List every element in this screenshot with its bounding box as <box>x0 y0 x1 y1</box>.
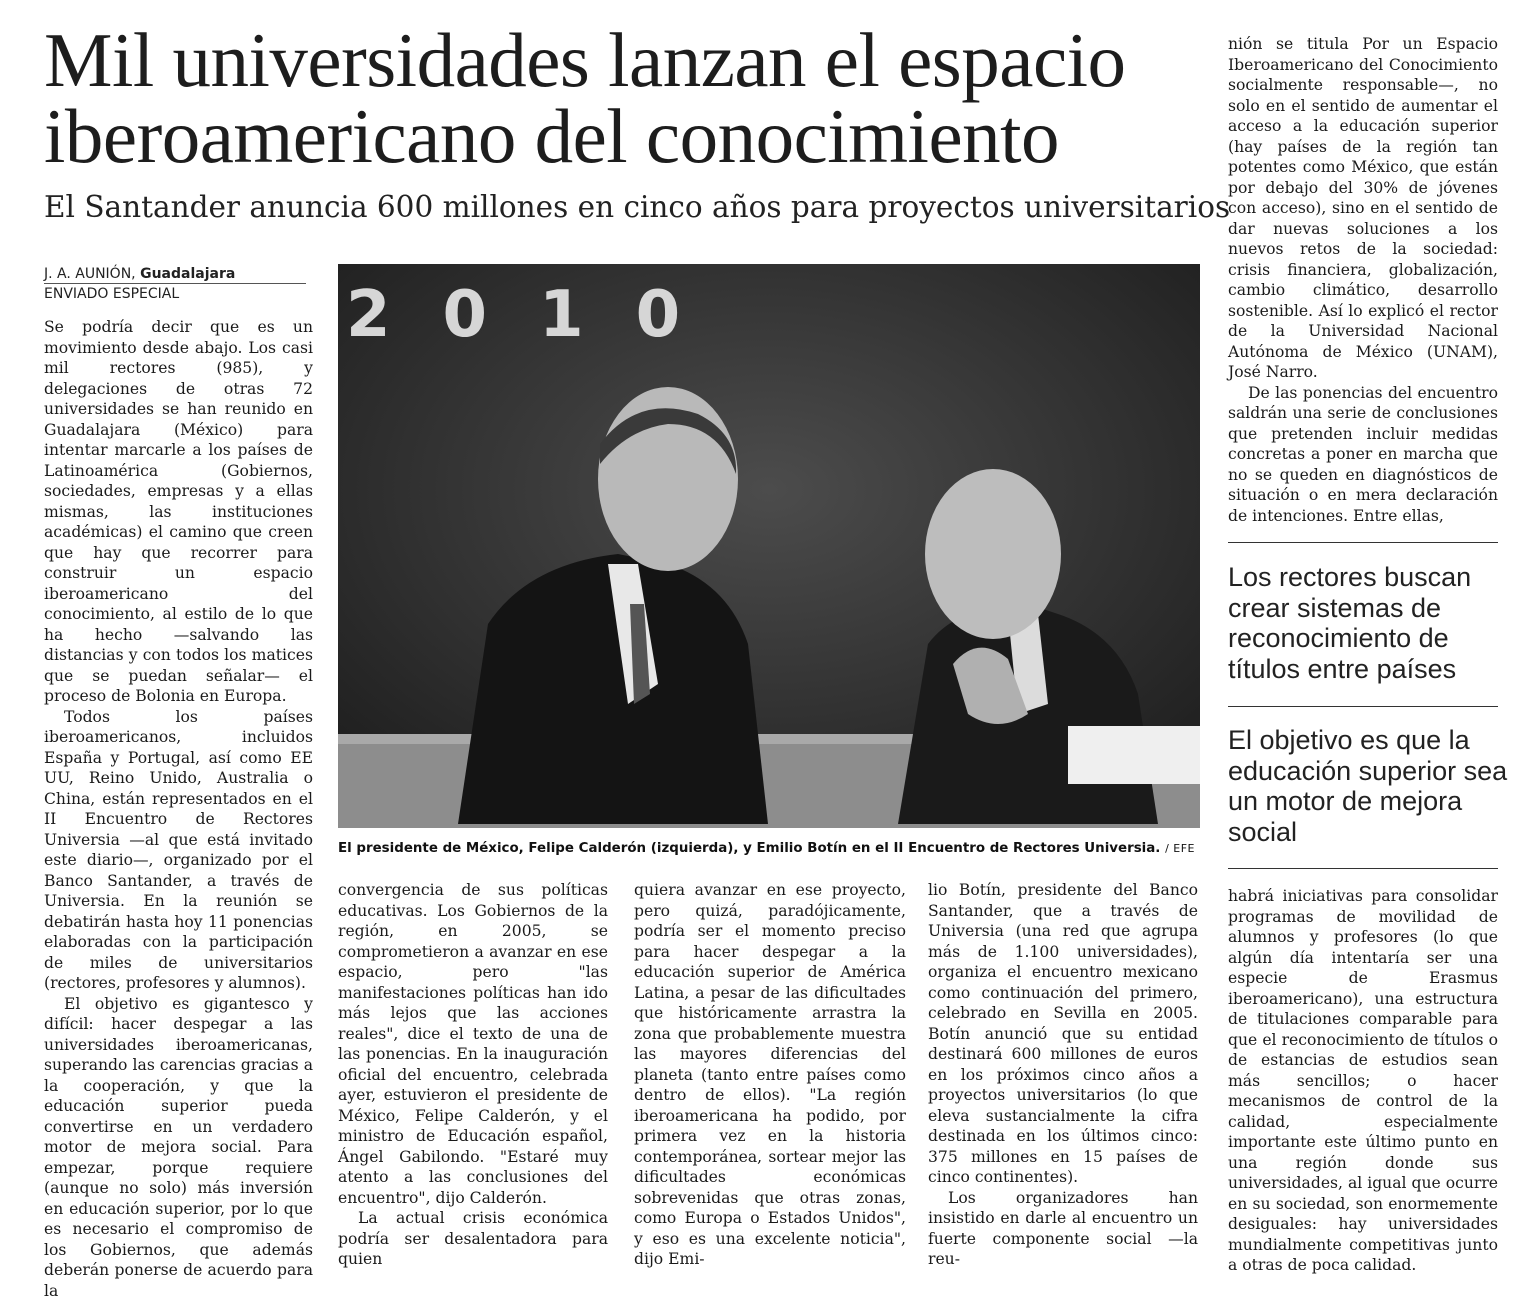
article-column-5-bottom <box>1228 886 1498 1276</box>
photo-backdrop-year: 2010 <box>346 278 732 352</box>
caption-text: El presidente de México, Felipe Calderón (izquierda), y Emilio Botín en el II Encuentro de Rectores Universia. <box>338 841 1160 856</box>
pullquote-divider <box>1228 542 1498 543</box>
paragraph: Los organizadores han insistido en darle al encuentro un fuerte componente social —la reu- <box>928 1188 1198 1270</box>
photo-caption <box>338 839 1200 859</box>
article-column-1 <box>44 317 313 1301</box>
paragraph: convergencia de sus políticas educativas. Los Gobiernos de la región, en 2005, se comprometieron a avanzar en ese espacio, pero "las manifestaciones políticas han ido más lejos que las acciones reales", dice el texto de una de las ponencias. En la inauguración oficial del encuentro, celebrada ayer, estuvieron el presidente de México, Felipe Calderón, y el ministro de Educación español, Ángel Gabilondo. "Estaré muy atento a las conclusiones del encuentro", dijo Calderón. <box>338 880 608 1208</box>
paragraph: De las ponencias del encuentro saldrán una serie de conclusiones que pretenden incluir medidas concretas a poner en marcha que no se queden en diagnósticos de situación o en mera declaración de intenciones. Entre ellas, <box>1228 383 1498 527</box>
subheadline: El Santander anuncia 600 millones en cinco años para proyectos universitarios <box>44 189 1214 225</box>
paragraph: Se podría decir que es un movimiento desde abajo. Los casi mil rectores (985), y delegaciones de otras 72 universidades se han reunido en Guadalajara (México) para intentar marcarle a los países de Latinoamérica (Gobiernos, sociedades, empresas y a ellas mismas, las instituciones académicas) el camino que creen que hay que recorrer para construir un espacio iberoamericano del conocimiento, al estilo de lo que ha hecho —salvando las distancias y con todos los matices que se puedan señalar— el proceso de Bolonia en Europa. <box>44 317 313 707</box>
article-column-2 <box>338 880 608 1270</box>
photo-credit: / EFE <box>1165 842 1195 855</box>
pullquote-divider <box>1228 868 1498 869</box>
article-column-5-top <box>1228 34 1498 526</box>
paragraph: habrá iniciativas para consolidar programas de movilidad de alumnos y profesores (lo que algún día intentaría ser una especie de Erasmus iberoamericano), una estructura de titulaciones comparable para que el reconocimiento de títulos o de estancias de estudios sean más sencillos; o hacer mecanismos de control de la calidad, especialmente importante este último punto en una región donde sus universidades, al igual que ocurre en su sociedad, son enormemente desiguales: hay universidades mundialmente competitivas junto a otras de poca calidad. <box>1228 886 1498 1276</box>
paragraph: quiera avanzar en ese proyecto, pero quizá, paradójicamente, podría ser el momento preciso para hacer despegar a la educación superior de América Latina, a pesar de las dificultades que históricamente arrastra la zona que probablemente muestra las mayores diferencias del planeta (tanto entre países como dentro de ellos). "La región iberoamericana ha podido, por primera vez en la historia contemporánea, sortear mejor las dificultades económicas sobrevenidas que otras zonas, como Europa o Estados Unidos", y eso es una excelente noticia", dijo Emi- <box>634 880 906 1270</box>
paragraph: nión se titula Por un Espacio Iberoamericano del Conocimiento socialmente responsable—, no solo en el sentido de aumentar el acceso a la educación superior (hay países de la región tan potentes como México, que están por debajo del 30% de jóvenes con acceso), sino en el sentido de dar nuevas soluciones a los nuevos retos de la sociedad: crisis financiera, globalización, cambio climático, desarrollo sostenible. Así lo explicó el rector de la Universidad Nacional Autónoma de México (UNAM), José Narro. <box>1228 34 1498 383</box>
news-photo <box>338 264 1200 828</box>
paragraph: El objetivo es gigantesco y difícil: hacer despegar a las universidades iberoamericanas, superando las carencias gracias a la cooperación, y que la educación superior pueda convertirse en un verdadero motor de mejora social. Para empezar, porque requiere (aunque no solo) más inversión en educación superior, por lo que es necesario el compromiso de los Gobiernos, que además deberán ponerse de acuerdo para la <box>44 994 313 1301</box>
byline-author: J. A. AUNIÓN, <box>44 266 136 282</box>
pullquote-2: El objetivo es que la educación superior sea un motor de mejora social <box>1228 725 1508 847</box>
byline-city: Guadalajara <box>140 266 235 282</box>
byline <box>44 264 304 304</box>
paragraph: Todos los países iberoamericanos, incluidos España y Portugal, así como EE UU, Reino Unido, Australia o China, están representados en el II Encuentro de Rectores Universia —al que está invitado este diario—, organizado por el Banco Santander, a través de Universia. En la reunión se debatirán hasta hoy 11 ponencias elaboradas con la participación de miles de universitarios (rectores, profesores y alumnos). <box>44 707 313 994</box>
pullquote-divider <box>1228 706 1498 707</box>
paragraph: lio Botín, presidente del Banco Santander, que a través de Universia (una red que agrupa más de 1.100 universidades), organiza el encuentro mexicano como continuación del primero, celebrado en Sevilla en 2005. Botín anunció que su entidad destinará 600 millones de euros en los próximos cinco años a proyectos universitarios (lo que eleva sustancialmente la cifra destinada en los últimos cinco: 375 millones en 15 países de cinco continentes). <box>928 880 1198 1188</box>
paragraph: La actual crisis económica podría ser desalentadora para quien <box>338 1208 608 1270</box>
pullquote-1: Los rectores buscan crear sistemas de reconocimiento de títulos entre países <box>1228 562 1508 684</box>
article-column-4 <box>928 880 1198 1270</box>
headline: Mil universidades lanzan el espacio iberoamericano del conocimiento <box>44 22 1204 174</box>
article-column-3 <box>634 880 906 1270</box>
byline-role: ENVIADO ESPECIAL <box>44 284 304 304</box>
byline-divider <box>44 283 306 284</box>
